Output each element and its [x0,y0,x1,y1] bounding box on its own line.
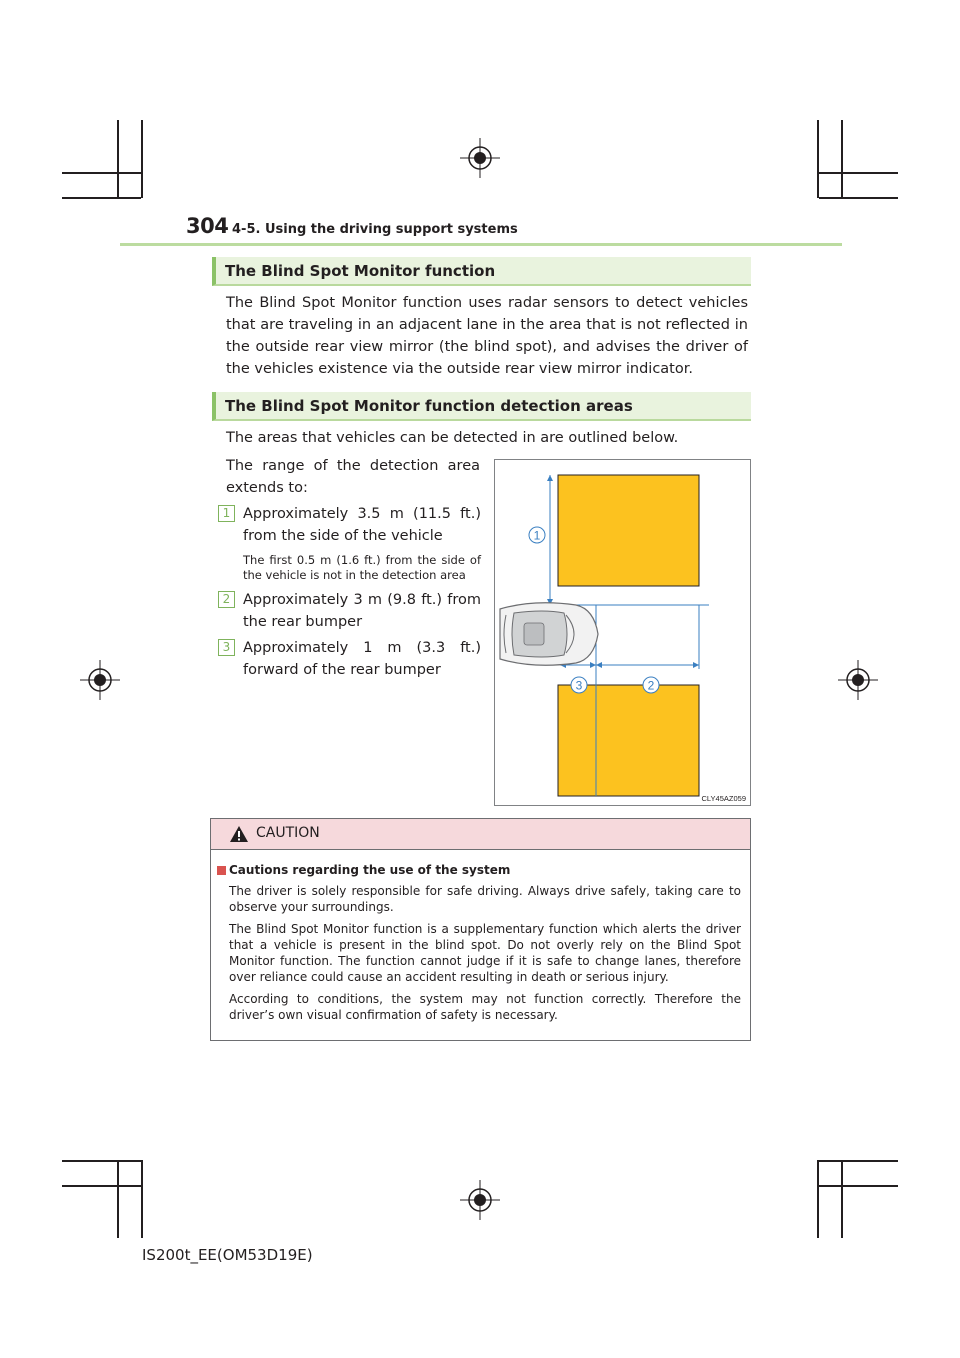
crop-mark [62,172,141,174]
crop-mark [841,120,843,198]
crop-mark [141,120,143,198]
crop-mark [117,120,119,198]
crop-mark [819,1185,898,1187]
crop-mark [819,1160,898,1162]
caution-paragraph: The Blind Spot Monitor function is a supplementary function which alerts the driver that a vehicle is present in the blind spot. Do not overly rely on the Blind Spot Monitor function. The function cannot judge if it is safe to change lanes, therefore over reliance could cause an accident resulting in death or serious injury. [229,922,741,984]
section-title: The Blind Spot Monitor function [225,262,496,280]
vehicle-icon [500,603,598,666]
range-item-note: The first 0.5 m (1.6 ft.) from the side of the vehicle is not in the detection area [243,553,481,582]
section-heading [212,392,751,421]
section-title: The Blind Spot Monitor function detection areas [225,397,633,415]
registration-mark-icon [460,1180,500,1220]
caution-subheading: Cautions regarding the use of the system [229,863,511,877]
crop-mark [817,1160,819,1238]
caution-paragraph: According to conditions, the system may not function correctly. Therefore the driver’s own visual confirmation of safety is necessary. [229,992,741,1022]
range-intro: The range of the detection area extends to: [226,458,480,496]
header-divider [120,243,842,246]
crop-mark [141,1160,143,1238]
bullet-square-icon [217,866,226,875]
crop-mark [62,197,141,199]
figure-code: CLY45AZ059 [701,794,746,803]
crop-mark [62,1160,141,1162]
item-number-badge: 2 [218,591,235,608]
crop-mark [117,1160,119,1238]
crop-mark [817,120,819,198]
item-number-badge: 3 [218,639,235,656]
detection-zone-side [558,475,699,586]
section-heading [212,257,751,286]
registration-mark-icon [460,138,500,178]
crop-mark [819,197,898,199]
detection-zone-rear [558,685,699,796]
crop-mark [841,1160,843,1238]
page-number: 304 [186,214,229,238]
range-item: Approximately 1 m (3.3 ft.) forward of the rear bumper [243,640,481,678]
item-number-badge: 1 [218,505,235,522]
crop-mark [819,172,898,174]
warning-triangle-icon [229,825,249,843]
caution-title: CAUTION [256,825,320,841]
caution-box [210,818,751,1041]
detection-area-figure [494,459,751,806]
callout-label: 1 [533,528,541,543]
range-item: Approximately 3.5 m (11.5 ft.) from the side of the vehicle [243,506,481,544]
caution-paragraph: The driver is solely responsible for safe driving. Always drive safely, taking care to observe your surroundings. [229,884,741,914]
section-intro: The areas that vehicles can be detected in are outlined below. [226,430,679,446]
callout-label: 2 [647,678,655,693]
document-code: IS200t_EE(OM53D19E) [142,1246,313,1264]
caution-header [211,819,750,850]
callout-label: 3 [575,678,583,693]
range-item: Approximately 3 m (9.8 ft.) from the rear bumper [243,592,481,630]
chapter-title: 4-5. Using the driving support systems [232,222,518,237]
registration-mark-icon [80,660,120,700]
section-body: The Blind Spot Monitor function uses radar sensors to detect vehicles that are traveling in an adjacent lane in the area that is not reflected in the outside rear view mirror (the blind spot), and advises the driver of the vehicles existence via the outside rear view mirror indicator. [226,295,748,377]
registration-mark-icon [838,660,878,700]
crop-mark [62,1185,141,1187]
